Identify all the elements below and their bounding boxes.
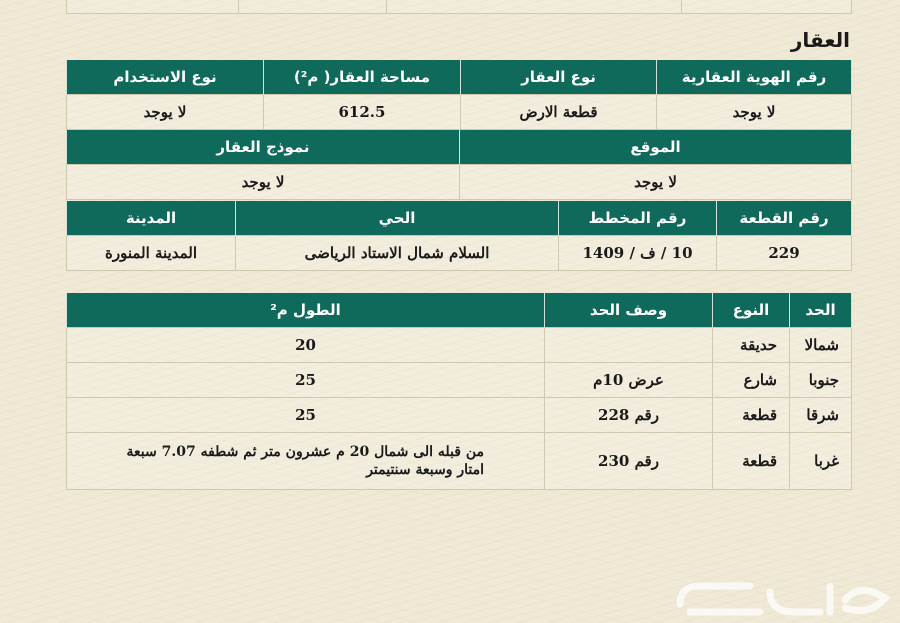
- cell-description: [545, 328, 713, 363]
- cell-parcel-number: 229: [717, 236, 852, 271]
- header-description: وصف الحد: [545, 293, 713, 328]
- section-title: العقار: [790, 28, 850, 52]
- cell-plan-number: 10 / ف / 1409: [559, 236, 717, 271]
- cell-city: المدينة المنورة: [67, 236, 236, 271]
- header-usage-type: نوع الاستخدام: [67, 60, 264, 95]
- header-plan-number: رقم المخطط: [559, 201, 717, 236]
- cell-property-type: قطعة الارض: [461, 95, 657, 130]
- table-row: [67, 398, 852, 433]
- cell-district: السلام شمال الاستاد الرياضى: [236, 236, 559, 271]
- cell-type: قطعة: [713, 398, 790, 433]
- header-location: الموقع: [460, 130, 852, 165]
- cell-type: شارع: [713, 363, 790, 398]
- cell-property-model: لا يوجد: [67, 165, 460, 200]
- cell-usage-type: لا يوجد: [67, 95, 264, 130]
- previous-cell: [386, 0, 681, 13]
- parcel-table: [66, 201, 852, 271]
- table-row: [67, 95, 852, 130]
- table-row: [67, 236, 852, 271]
- table-row: [67, 165, 852, 200]
- cell-direction: غربا: [790, 433, 852, 490]
- previous-section-row: [66, 0, 852, 14]
- header-length: الطول م²: [67, 293, 545, 328]
- cell-description: رقم 228: [545, 398, 713, 433]
- cell-direction: شمالا: [790, 328, 852, 363]
- header-boundary: الحد: [790, 293, 852, 328]
- cell-length: من قبله الى شمال 20 م عشرون متر ثم شطفه 7.07 سبعة امتار وسبعة سنتيمتر: [67, 433, 545, 490]
- previous-cell: [681, 0, 851, 13]
- table-header-row: [67, 130, 852, 165]
- header-property-id: رقم الهوية العقارية: [657, 60, 852, 95]
- cell-direction: شرقا: [790, 398, 852, 433]
- previous-cell: [238, 0, 385, 13]
- watermark-logo: [660, 572, 900, 620]
- header-property-area: مساحة العقار( م²): [264, 60, 461, 95]
- table-row: [67, 433, 852, 490]
- table-header-row: [67, 293, 852, 328]
- header-property-model: نموذج العقار: [67, 130, 460, 165]
- cell-length: 25: [67, 398, 545, 433]
- cell-location: لا يوجد: [460, 165, 852, 200]
- header-parcel-number: رقم القطعة: [717, 201, 852, 236]
- table-row: [67, 328, 852, 363]
- cell-description: عرض 10م: [545, 363, 713, 398]
- header-city: المدينة: [67, 201, 236, 236]
- table-header-row: [67, 60, 852, 95]
- boundaries-table: [66, 293, 852, 490]
- cell-length: 25: [67, 363, 545, 398]
- location-table: [66, 130, 852, 200]
- table-header-row: [67, 201, 852, 236]
- cell-property-id: لا يوجد: [657, 95, 852, 130]
- cell-type: حديقة: [713, 328, 790, 363]
- previous-cell: [67, 0, 238, 13]
- property-table: [66, 60, 852, 130]
- cell-property-area: 612.5: [264, 95, 461, 130]
- header-district: الحي: [236, 201, 559, 236]
- header-type: النوع: [713, 293, 790, 328]
- cell-length: 20: [67, 328, 545, 363]
- table-row: [67, 363, 852, 398]
- cell-description: رقم 230: [545, 433, 713, 490]
- header-property-type: نوع العقار: [461, 60, 657, 95]
- cell-direction: جنوبا: [790, 363, 852, 398]
- cell-type: قطعة: [713, 433, 790, 490]
